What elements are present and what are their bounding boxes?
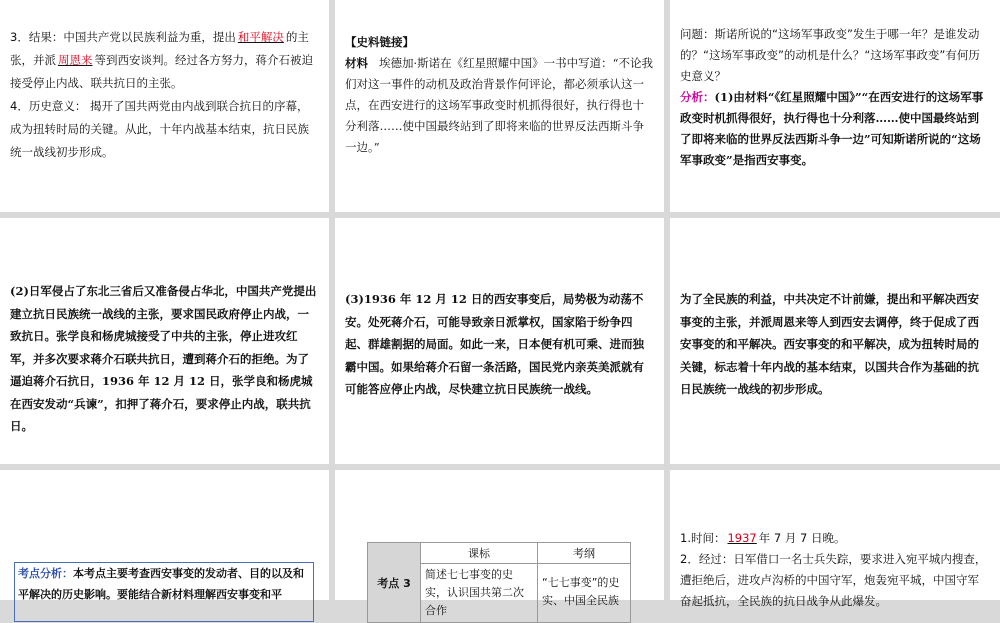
material-label: 材料 (345, 56, 368, 70)
blank-answer-year: 1937 (727, 531, 757, 545)
source-heading: 【史料链接】 (345, 35, 414, 49)
analysis-4-text: 为了全民族的利益，中共决定不计前嫌，提出和平解决西安事变的主张，并派周恩来等人到西安去调停，终于促成了西安事变的和平解决。西安事变的和平解决，成为扭转时局的关键，标志着十年内战的基本结束，以国共合作为基础的抗日民族统一战线的初步形成。 (680, 292, 979, 396)
slide-july7-incident (670, 470, 1000, 608)
curriculum-cell: 简述七七事变的史实，认识国共第二次合作 (421, 564, 538, 623)
slide-analysis-2 (0, 218, 329, 464)
slide-xian-result (0, 0, 329, 212)
exam-analysis-label: 考点分析： (18, 567, 73, 580)
slide-exam-point-3 (335, 470, 664, 617)
col-syllabus: 考纲 (538, 543, 631, 564)
slide-question (670, 0, 1000, 212)
analysis-3-text: (3)1936 年 12 月 12 日的西安事变后，局势极为动荡不安。处死蒋介石，可能导致亲日派掌权，国家陷于纷争四起、群雄割据的局面。如此一来，日本便有机可乘、进而独霸中国。如果给蒋介石留一条活路，国民党内亲英美派就有可能答应停止内战，尽快建立抗日民族统一战线。 (345, 292, 644, 396)
significance-paragraph: 4．历史意义： 揭开了国共两党由内战到联合抗日的序幕，成为扭转时局的关键。从此，十年内战基本结束，抗日民族统一战线初步形成。 (10, 99, 309, 159)
blank-answer-peaceful: 和平解决 (237, 30, 284, 44)
incident-time: 1.时间： 1937 年 7 月 7 日晚。 (680, 531, 846, 545)
analysis-label: 分析： (680, 90, 715, 104)
result-paragraph: 3．结果：中国共产党以民族利益为重，提出 和平解决 的主张，并派 周恩来 等到西安谈判。经过各方努力，蒋介石被迫接受停止内战、联共抗日的主张。 (10, 30, 313, 90)
incident-process: 2．经过：日军借口一名士兵失踪，要求进入宛平城内搜查，遭拒绝后，进攻卢沟桥的中国守军，炮轰宛平城，中国守军奋起抵抗，全民族的抗日战争从此爆发。 (680, 552, 987, 608)
exam-analysis-box: 考点分析：本考点主要考查西安事变的发动者、目的以及和平解决的历史影响。要能结合新材料理解西安事变和平 (14, 562, 314, 622)
source-material: 材料 埃德加·斯诺在《红星照耀中国》一书中写道：“不论我们对这一事件的动机及政治背景作何评论，都必须承认这一点，在西安进行的这场军事政变时机抓得很好，执行得也十分利落……使中国最终站到了即将来临的世界反法西斯斗争一边。” (345, 56, 654, 154)
slide-source-link (335, 0, 664, 212)
slide-analysis-3 (335, 218, 664, 464)
curriculum-table (367, 542, 631, 623)
slide-analysis-4 (670, 218, 1000, 464)
blank-answer-zhou: 周恩来 (58, 53, 93, 67)
col-curriculum: 课标 (421, 543, 538, 564)
analysis-2-text: (2)日军侵占了东北三省后又准备侵占华北，中国共产党提出建立抗日民族统一战线的主张，要求国民政府停止内战，一致抗日。张学良和杨虎城接受了中共的主张，停止进攻红军，并多次要求蒋介石联共抗日，遭到蒋介石的拒绝。为了逼迫蒋介石抗日，1936 年 12 月 12 日，张学良和杨虎城在西安发动“兵谏”，扣押了蒋介石，要求停止内战，联共抗日。 (10, 284, 317, 433)
syllabus-cell: “七七事变”的史实、中国全民族 (538, 564, 631, 623)
question-text: 问题：斯诺所说的“这场军事政变”发生于哪一年？是谁发动的？“这场军事政变”的动机是什么？“这场军事政变”有何历史意义？ (680, 27, 980, 83)
analysis-text: 分析：(1)由材料“《红星照耀中国》”“在西安进行的这场军事政变时机抓得很好，执行得也十分利落……使中国最终站到了即将来临的世界反法西斯斗争一边”可知斯诺所说的“这场军事政变”是指西安事变。 (680, 90, 984, 167)
exam-point-label: 考点 3 (368, 543, 421, 623)
slide-exam-analysis (0, 470, 329, 600)
